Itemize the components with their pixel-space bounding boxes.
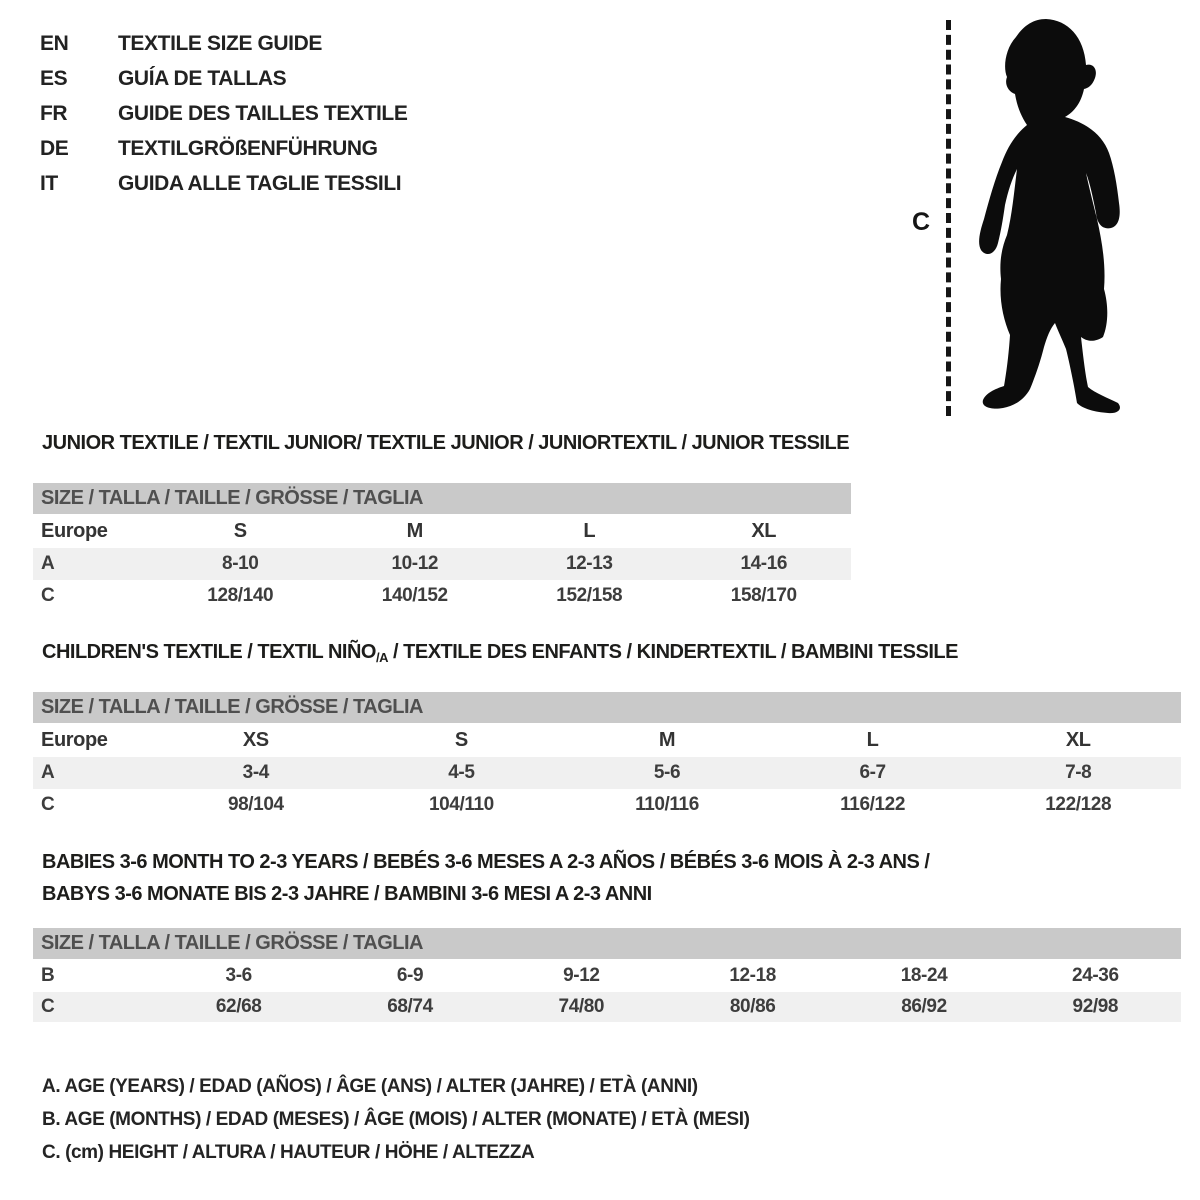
cell: 74/80 (558, 996, 605, 1017)
junior-section-title: JUNIOR TEXTILE / TEXTIL JUNIOR/ TEXTILE JUNIOR / JUNIORTEXTIL / JUNIOR TESSILE (42, 432, 850, 454)
row-label: C (41, 585, 55, 606)
cell: 110/116 (635, 794, 699, 815)
children-table (33, 692, 1181, 821)
col-xl: XL (1065, 728, 1091, 751)
cell: 24-36 (1072, 964, 1119, 986)
lang-row-en (40, 26, 407, 61)
junior-size-header: SIZE / TALLA / TAILLE / GRÖSSE / TAGLIA (33, 483, 851, 514)
lang-row-fr (40, 96, 407, 131)
junior-columns-row (33, 514, 851, 548)
cell: 14-16 (740, 553, 788, 574)
babies-section-title-line1: BABIES 3-6 MONTH TO 2-3 YEARS / BEBÉS 3-6 MESES A 2-3 AÑOS / BÉBÉS 3-6 MOIS À 2-3 ANS / (42, 851, 930, 873)
col-l: L (583, 519, 596, 542)
lang-row-de (40, 131, 407, 166)
children-size-header: SIZE / TALLA / TAILLE / GRÖSSE / TAGLIA (33, 692, 1181, 723)
babies-table (33, 928, 1181, 1022)
height-label-c: C (912, 208, 931, 236)
cell: 12-18 (729, 964, 776, 986)
cell: 152/158 (556, 585, 623, 606)
language-titles (40, 26, 407, 201)
children-title-sub: /A (375, 650, 388, 665)
cell: 122/128 (1045, 794, 1112, 815)
cell: 7-8 (1065, 762, 1092, 783)
cell: 6-9 (396, 964, 424, 986)
row-label: C (41, 996, 55, 1017)
cell: 3-6 (225, 964, 252, 986)
cell: 18-24 (900, 964, 948, 986)
lang-row-it (40, 166, 407, 201)
cell: 128/140 (207, 585, 274, 606)
cell: 98/104 (227, 794, 284, 815)
row-label: A (41, 553, 55, 574)
babies-row-b (33, 959, 1181, 992)
cell: 62/68 (215, 996, 262, 1017)
cell: 8-10 (222, 553, 259, 574)
cell: 104/110 (428, 794, 494, 815)
cell: 158/170 (730, 585, 797, 606)
junior-table (33, 483, 851, 612)
guide-title-de: TEXTILGRÖßENFÜHRUNG (118, 136, 378, 160)
height-dashed-line (946, 20, 951, 416)
cell: 4-5 (448, 762, 475, 783)
col-m: M (406, 519, 423, 542)
lang-code: FR (40, 101, 68, 125)
col-s: S (233, 519, 247, 542)
lang-code: DE (40, 136, 69, 160)
lang-row-es (40, 61, 407, 96)
lang-code: IT (40, 171, 58, 195)
legend-age-months: B. AGE (MONTHS) / EDAD (MESES) / ÂGE (MOIS) / ALTER (MONATE) / ETÀ (MESI) (42, 1109, 750, 1130)
col-s: S (454, 728, 468, 751)
cell: 10-12 (391, 553, 439, 574)
lang-code: ES (40, 66, 68, 90)
cell: 68/74 (387, 996, 433, 1017)
row-label: B (41, 964, 55, 986)
col-europe: Europe (41, 519, 108, 542)
toddler-silhouette (962, 16, 1137, 418)
children-title-part: CHILDREN'S TEXTILE / TEXTIL NIÑO (42, 641, 376, 663)
cell: 116/122 (840, 794, 906, 815)
legend-height-cm: C. (cm) HEIGHT / ALTURA / HAUTEUR / HÖHE / ALTEZZA (42, 1142, 535, 1163)
guide-title-es: GUÍA DE TALLAS (118, 66, 287, 90)
guide-title-en: TEXTILE SIZE GUIDE (118, 31, 322, 55)
col-xs: XS (242, 728, 269, 751)
legend (42, 1070, 750, 1169)
cell: 12-13 (565, 553, 613, 574)
guide-title-it: GUIDA ALLE TAGLIE TESSILI (118, 171, 402, 195)
legend-age-years: A. AGE (YEARS) / EDAD (AÑOS) / ÂGE (ANS) / ALTER (JAHRE) / ETÀ (ANNI) (42, 1076, 698, 1097)
col-l: L (866, 728, 879, 751)
children-columns-row (33, 723, 1181, 757)
col-xl: XL (751, 519, 777, 542)
children-title-part: / TEXTILE DES ENFANTS / KINDERTEXTIL / BAMBINI TESSILE (387, 641, 958, 663)
children-row-c (33, 789, 1181, 821)
row-label: C (41, 794, 55, 815)
cell: 92/98 (1072, 996, 1119, 1017)
cell: 5-6 (653, 762, 681, 783)
babies-section-title-line2: BABYS 3-6 MONATE BIS 2-3 JAHRE / BAMBINI 3-6 MESI A 2-3 ANNI (42, 883, 652, 905)
junior-row-a (33, 548, 851, 580)
col-m: M (658, 728, 676, 751)
row-label: A (41, 762, 55, 783)
children-row-a (33, 757, 1181, 789)
cell: 3-4 (242, 762, 269, 783)
babies-size-header: SIZE / TALLA / TAILLE / GRÖSSE / TAGLIA (33, 928, 1181, 959)
cell: 80/86 (729, 996, 776, 1017)
lang-code: EN (40, 31, 69, 55)
cell: 9-12 (563, 964, 600, 986)
cell: 86/92 (901, 996, 947, 1017)
col-europe: Europe (41, 728, 108, 751)
cell: 6-7 (859, 762, 886, 783)
children-section-title (42, 641, 958, 665)
junior-row-c (33, 580, 851, 612)
guide-title-fr: GUIDE DES TAILLES TEXTILE (118, 101, 408, 125)
babies-row-c (33, 992, 1181, 1022)
cell: 140/152 (381, 585, 448, 606)
